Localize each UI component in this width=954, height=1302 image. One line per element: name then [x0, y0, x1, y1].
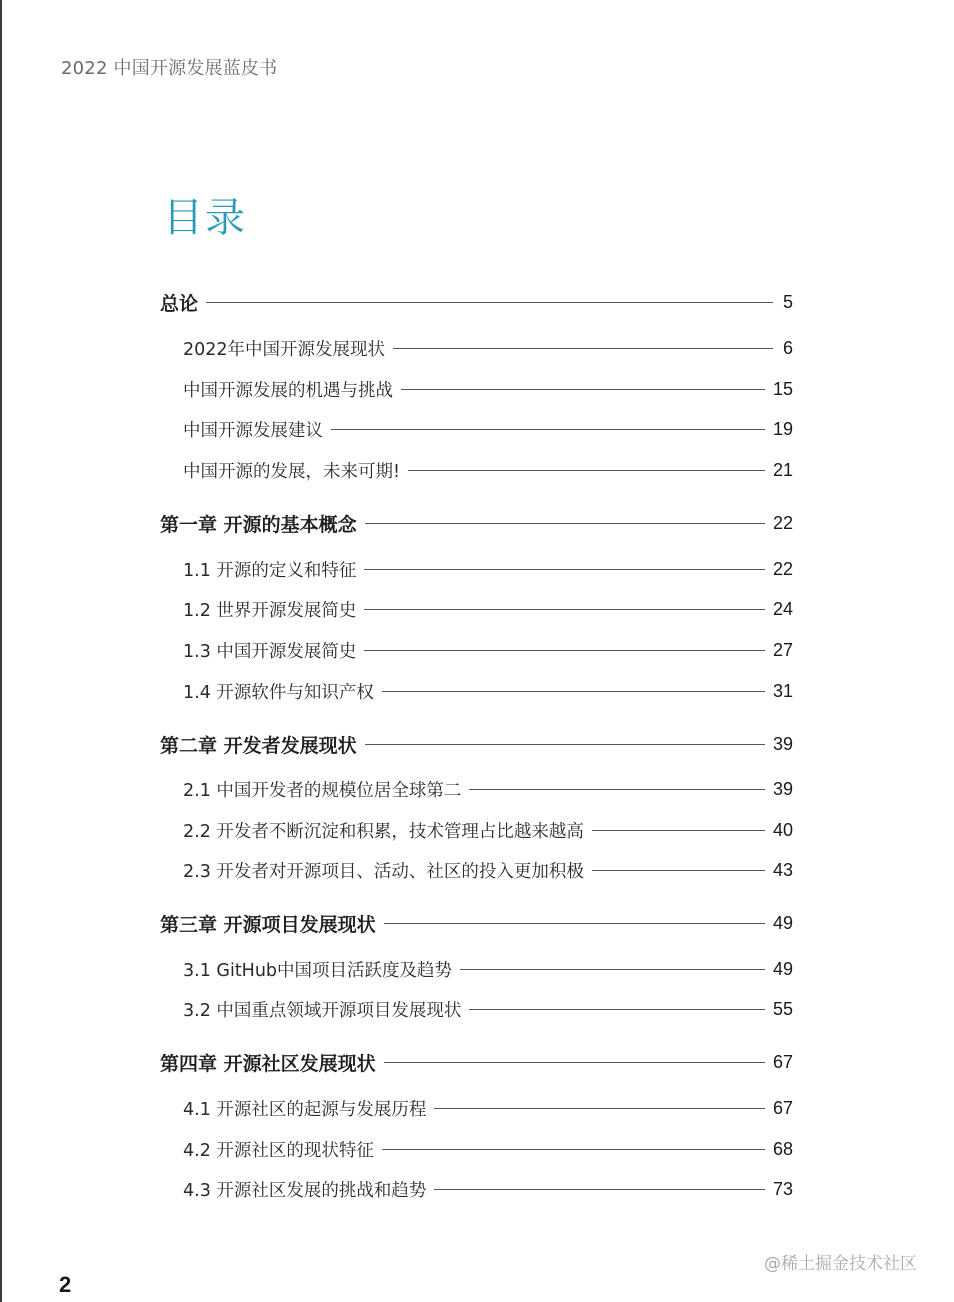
toc-entry-label: 第四章 开源社区发展现状	[160, 1052, 376, 1075]
toc-entry-label: 中国开源的发展，未来可期!	[183, 461, 401, 482]
toc-entry-label: 总论	[160, 292, 199, 315]
toc-entry-page: 49	[772, 912, 793, 933]
toc-entry-label: 3.2 中国重点领域开源项目发展现状	[183, 1000, 462, 1021]
leader-line	[382, 1149, 765, 1150]
toc-entry[interactable]	[183, 818, 793, 842]
page-edge	[0, 0, 2, 1302]
leader-line	[592, 830, 765, 831]
toc-entry-chapter-3[interactable]	[160, 911, 793, 935]
toc-entry-label: 4.2 开源社区的现状特征	[183, 1140, 374, 1161]
leader-line	[384, 1062, 765, 1063]
toc-entry-label: 4.1 开源社区的起源与发展历程	[183, 1099, 427, 1120]
toc-entry[interactable]	[183, 417, 793, 441]
leader-line	[364, 569, 765, 570]
toc-entry-page: 40	[772, 819, 793, 840]
leader-line	[460, 969, 765, 970]
toc-entry-label: 2022年中国开源发展现状	[183, 339, 386, 360]
toc-entry-chapter-1[interactable]	[160, 511, 793, 535]
toc-entry-label: 2.3 开发者对开源项目、活动、社区的投入更加积极	[183, 861, 584, 882]
leader-line	[469, 789, 765, 790]
leader-line	[469, 1009, 765, 1010]
leader-line	[382, 691, 765, 692]
toc-entry-page: 21	[772, 459, 793, 480]
toc-entry[interactable]	[183, 957, 793, 981]
leader-line	[408, 470, 765, 471]
toc-entry-page: 15	[772, 378, 793, 399]
toc-entry-label: 1.3 中国开源发展简史	[183, 641, 357, 662]
toc-entry-page: 19	[772, 418, 793, 439]
toc-entry-label: 4.3 开源社区发展的挑战和趋势	[183, 1180, 427, 1201]
toc-entry[interactable]	[183, 858, 793, 882]
toc-entry-page: 55	[772, 998, 793, 1019]
toc-entry-page: 39	[772, 778, 793, 799]
toc-entry-page: 27	[772, 639, 793, 660]
toc-entry[interactable]	[183, 777, 793, 801]
leader-line	[434, 1108, 765, 1109]
toc-title: 目录	[163, 195, 247, 241]
toc-entry[interactable]	[183, 597, 793, 621]
toc-entry-label: 3.1 GitHub中国项目活跃度及趋势	[183, 960, 453, 981]
toc-entry[interactable]	[183, 679, 793, 703]
toc-entry[interactable]	[183, 458, 793, 482]
toc-entry[interactable]	[183, 557, 793, 581]
running-header: 2022 中国开源发展蓝皮书	[61, 58, 278, 79]
leader-line	[364, 650, 765, 651]
watermark: @稀土掘金技术社区	[764, 1254, 917, 1274]
toc-entry-label: 第一章 开源的基本概念	[160, 513, 357, 536]
toc-entry-page: 73	[772, 1178, 793, 1199]
leader-line	[592, 870, 765, 871]
toc-entry-page: 67	[772, 1051, 793, 1072]
toc-entry-preface[interactable]	[160, 290, 793, 314]
leader-line	[365, 744, 765, 745]
toc-entry[interactable]	[183, 377, 793, 401]
leader-line	[206, 302, 773, 303]
leader-line	[365, 523, 765, 524]
toc-entry[interactable]	[183, 1177, 793, 1201]
leader-line	[384, 923, 765, 924]
leader-line	[393, 348, 773, 349]
toc-entry-page: 6	[782, 337, 793, 358]
toc-entry-chapter-4[interactable]	[160, 1050, 793, 1074]
toc-entry-page: 24	[772, 598, 793, 619]
toc-entry[interactable]	[183, 997, 793, 1021]
toc-entry-label: 1.2 世界开源发展简史	[183, 600, 357, 621]
toc-entry-page: 22	[772, 512, 793, 533]
toc-entry-page: 39	[772, 733, 793, 754]
leader-line	[364, 609, 765, 610]
toc-entry[interactable]	[183, 1137, 793, 1161]
toc-entry-label: 2.2 开发者不断沉淀和积累，技术管理占比越来越高	[183, 821, 584, 842]
toc-entry[interactable]	[183, 336, 793, 360]
toc-entry-page: 31	[772, 680, 793, 701]
leader-line	[401, 389, 765, 390]
page-number: 2	[59, 1272, 72, 1297]
toc-entry-label: 中国开源发展的机遇与挑战	[183, 380, 393, 401]
toc-entry-label: 2.1 中国开发者的规模位居全球第二	[183, 780, 462, 801]
toc-entry[interactable]	[183, 1096, 793, 1120]
toc-entry-label: 第三章 开源项目发展现状	[160, 913, 376, 936]
leader-line	[434, 1189, 765, 1190]
toc-entry-page: 5	[782, 291, 793, 312]
leader-line	[331, 429, 765, 430]
toc-entry-chapter-2[interactable]	[160, 732, 793, 756]
toc-entry-page: 67	[772, 1097, 793, 1118]
toc-entry-page: 49	[772, 958, 793, 979]
toc-entry-label: 中国开源发展建议	[183, 420, 323, 441]
toc-entry-label: 1.1 开源的定义和特征	[183, 560, 357, 581]
toc-entry-page: 68	[772, 1138, 793, 1159]
toc-entry-page: 22	[772, 558, 793, 579]
toc-entry-page: 43	[772, 859, 793, 880]
toc-entry-label: 第二章 开发者发展现状	[160, 734, 357, 757]
toc-entry[interactable]	[183, 638, 793, 662]
toc-entry-label: 1.4 开源软件与知识产权	[183, 682, 374, 703]
